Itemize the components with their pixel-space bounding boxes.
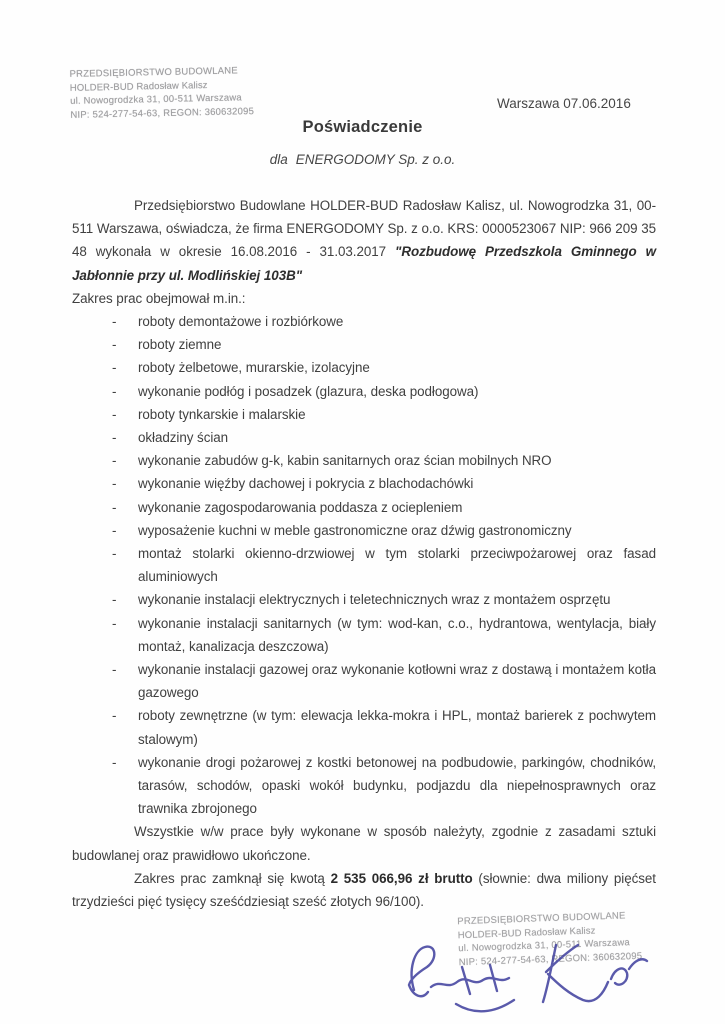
work-item-text: wykonanie instalacji elektrycznych i teletechnicznych wraz z montażem osprzętu (138, 592, 611, 608)
bullet-dash: - (112, 383, 117, 399)
bullet-dash: - (112, 476, 117, 492)
project-name-bold: "Rozbudowę Przedszkola Gminnego w Jabłonnie przy ul. Modlińskiej 103B" (72, 244, 656, 283)
bullet-dash: - (112, 546, 117, 562)
bullet-dash: - (112, 406, 117, 422)
work-item-text: roboty żelbetowe, murarskie, izolacyjne (138, 360, 370, 376)
work-item-text: wykonanie instalacji gazowej oraz wykonanie kotłowni wraz z dostawą i montażem kotła gazowego (138, 662, 656, 701)
bullet-dash: - (112, 522, 117, 538)
bullet-dash: - (112, 662, 117, 678)
intro-text: Przedsiębiorstwo Budowlane HOLDER-BUD Radosław Kalisz, ul. Nowogrodzka 31, 00-511 Warszawa, oświadcza, że firma ENERGODOMY Sp. z o.o. KRS: 0000523067 NIP: 966 209 35 48 wykonała w okresie 16.08.2016 - 31.03.2017 (72, 198, 656, 260)
bullet-dash: - (112, 754, 117, 770)
work-item (72, 380, 656, 403)
bullet-dash: - (112, 592, 117, 608)
work-item (72, 612, 656, 658)
bullet-dash: - (112, 499, 117, 515)
stamp-owner-name: HOLDER-BUD Radosław Kalisz (69, 79, 208, 94)
work-item-text: wykonanie zabudów g-k, kabin sanitarnych oraz ścian mobilnych NRO (138, 453, 552, 469)
work-item (72, 519, 656, 542)
work-item (72, 658, 656, 704)
amount-value: 2 535 066,96 zł brutto (330, 870, 473, 886)
bullet-dash: - (112, 615, 117, 631)
work-item-text: wykonanie więźby dachowej i pokrycia z blachodachówki (138, 476, 474, 492)
bullet-dash: - (112, 360, 117, 376)
subtitle-prefix: dla (269, 152, 288, 167)
amount-post: (słownie: dwa miliony pięćset trzydzieści pięć tysięcy sześćdziesiąt sześć złotych 96/100). (72, 870, 656, 910)
amount-pre: Zakres prac zamknął się kwotą (134, 870, 331, 886)
bullet-dash: - (112, 314, 117, 330)
bullet-dash: - (112, 337, 117, 353)
work-item (72, 426, 656, 449)
work-item (72, 356, 656, 379)
stamp-company-name: PRZEDSIĘBIORSTWO BUDOWLANE (457, 910, 626, 928)
document-date: Warszawa 07.06.2016 (497, 96, 631, 111)
work-item-text: wykonanie instalacji sanitarnych (w tym: wod-kan, c.o., hydrantowa, wentylacja, biały montaż, kanalizacja deszczowa) (138, 615, 656, 654)
work-item-text: roboty demontażowe i rozbiórkowe (138, 314, 344, 330)
work-item (72, 588, 656, 611)
work-item (72, 542, 656, 588)
subtitle-company: ENERGODOMY Sp. z o.o. (295, 152, 456, 167)
work-item-text: okładziny ścian (138, 430, 229, 446)
stamp-owner-name: HOLDER-BUD Radosław Kalisz (457, 924, 596, 941)
stamp-tax-ids: NIP: 524-277-54-63, REGON: 360632095 (458, 950, 643, 968)
intro-paragraph (72, 194, 656, 287)
work-item-text: montaż stolarki okienno-drzwiowej w tym stolarki przeciwpożarowej oraz fasad aluminiowych (138, 546, 656, 585)
company-stamp-top (69, 64, 254, 122)
handwritten-signature (398, 938, 653, 1013)
work-item-text: wykonanie drogi pożarowej z kostki betonowej na podbudowie, parkingów, chodników, tarasów, schodów, opaski wokół budynku, podjazdu dla niepełnosprawnych oraz trawnika zbrojonego (138, 754, 656, 817)
stamp-tax-ids: NIP: 524-277-54-63, REGON: 360632095 (70, 105, 255, 121)
bullet-dash: - (112, 708, 117, 724)
bullet-dash: - (112, 430, 117, 446)
bullet-dash: - (112, 453, 117, 469)
work-item-text: wykonanie podłóg i posadzek (glazura, deska podłogowa) (138, 383, 479, 399)
work-item-text: roboty ziemne (138, 337, 222, 353)
work-item-text: wyposażenie kuchni w meble gastronomiczne oraz dźwig gastronomiczny (138, 522, 572, 538)
work-item-text: roboty tynkarskie i malarskie (138, 406, 306, 422)
stamp-company-name: PRZEDSIĘBIORSTWO BUDOWLANE (69, 65, 238, 80)
document-title: Poświadczenie (302, 118, 423, 136)
document-subtitle (0, 152, 725, 167)
work-item (72, 449, 656, 472)
work-item (72, 403, 656, 426)
signature-ink-icon (398, 938, 653, 1013)
work-item (72, 333, 656, 356)
work-item-text: roboty zewnętrzne (w tym: elewacja lekka-mokra i HPL, montaż barierek z pochwytem stalowym) (138, 708, 656, 747)
scope-heading: Zakres prac obejmował m.in.: (72, 290, 246, 306)
work-item (72, 751, 656, 821)
amount-statement (72, 867, 656, 913)
work-item-text: wykonanie zagospodarowania poddasza z ociepleniem (138, 499, 463, 515)
work-item (72, 496, 656, 519)
stamp-address: ul. Nowogrodzka 31, 00-511 Warszawa (458, 937, 631, 955)
document-body (72, 194, 656, 913)
work-item (72, 704, 656, 750)
quality-statement: Wszystkie w/w prace były wykonane w sposób należyty, zgodnie z zasadami sztuki budowlanej oraz prawidłowo ukończone. (72, 824, 656, 863)
work-item (72, 310, 656, 333)
stamp-address: ul. Nowogrodzka 31, 00-511 Warszawa (70, 92, 242, 107)
work-item (72, 472, 656, 495)
